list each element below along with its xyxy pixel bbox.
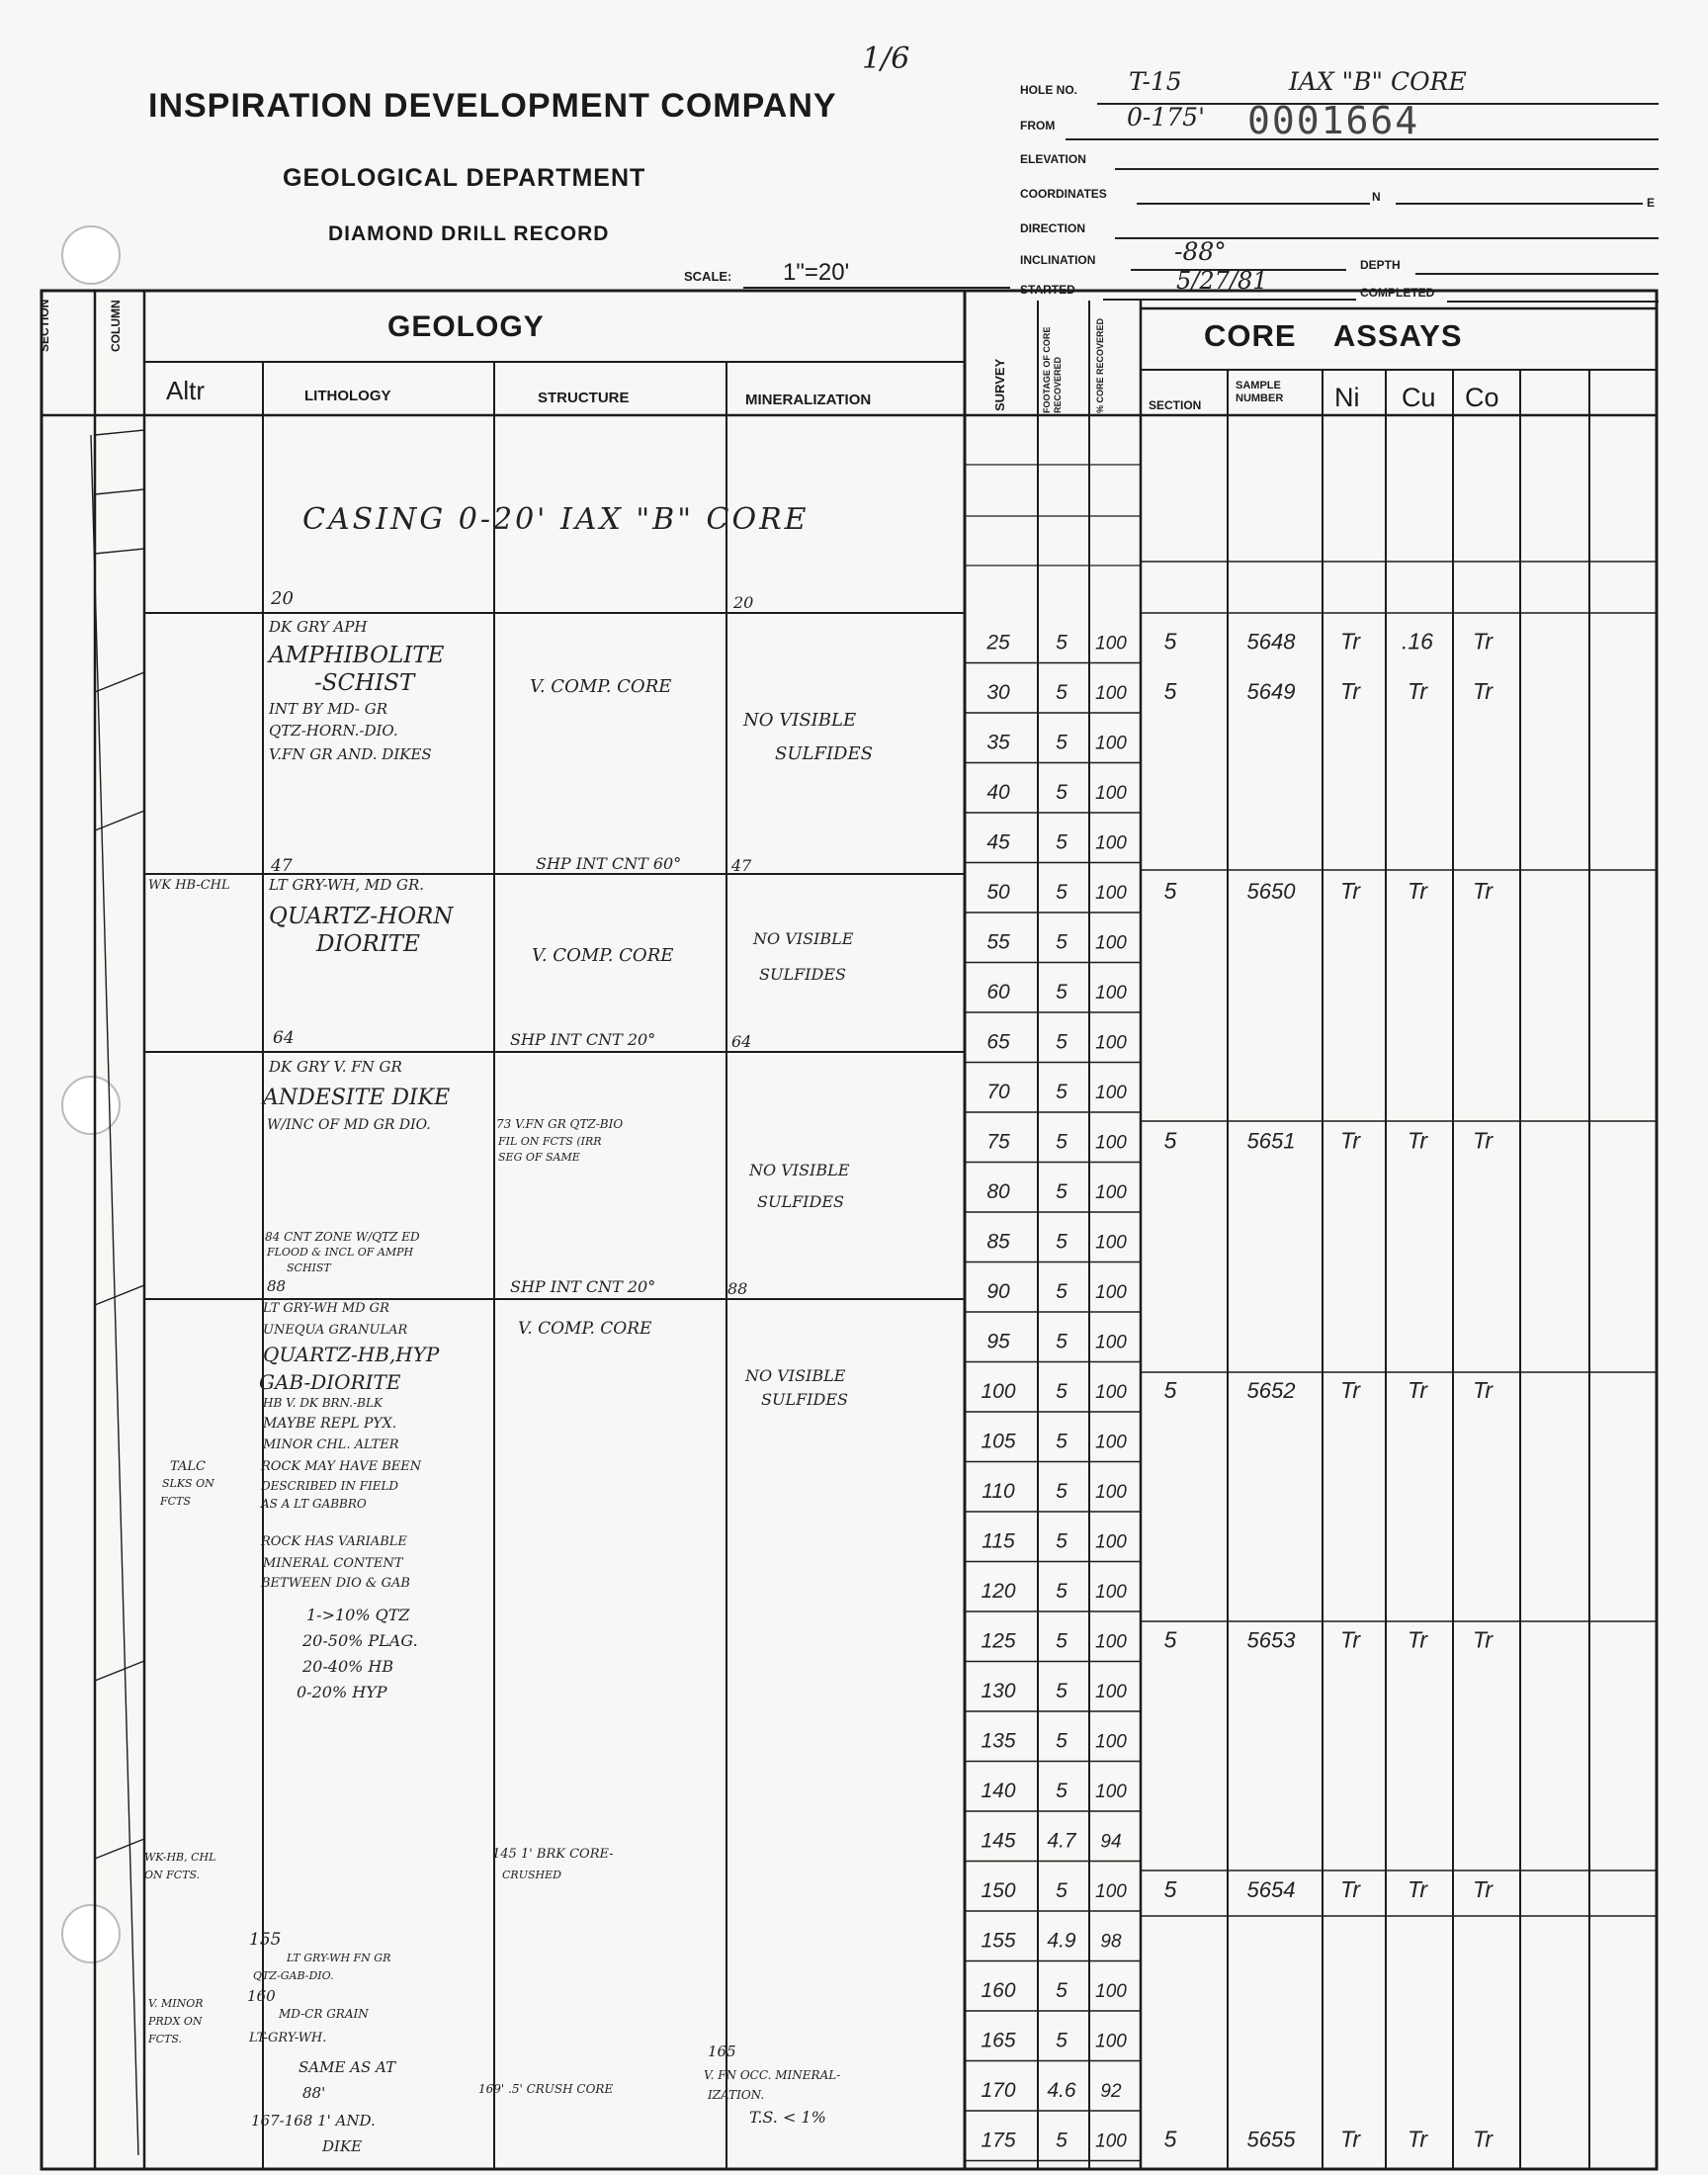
cell-survey: 45 (986, 830, 1010, 854)
cell-co: Tr (1472, 1875, 1494, 1902)
unit3-note-84-3: SCHIST (287, 1262, 331, 1274)
cell-pct: 100 (1095, 1032, 1127, 1054)
cell-pct: 100 (1095, 1731, 1127, 1753)
unit1-mineral-1: NO VISIBLE (743, 710, 857, 731)
unit3-bottom-depth: 88 (267, 1277, 287, 1295)
cell-footage: 5 (1056, 1230, 1068, 1254)
header-lithology: LITHOLOGY (304, 388, 391, 404)
elevation-label: ELEVATION (1020, 152, 1086, 166)
cell-survey: 40 (986, 780, 1010, 804)
unit2-litho-2: QUARTZ-HORN (269, 904, 454, 929)
unit4-structure-145-1: 145 1' BRK CORE- (492, 1847, 614, 1862)
cell-survey: 35 (986, 731, 1010, 754)
cell-cu: .16 (1402, 628, 1433, 654)
company-title: INSPIRATION DEVELOPMENT COMPANY (148, 87, 837, 125)
cell-survey: 170 (981, 2078, 1016, 2102)
cell-pct: 100 (1095, 1531, 1127, 1553)
unit5-litho-4: 160 (247, 1987, 276, 2005)
cell-survey: 25 (986, 631, 1010, 654)
cell-survey: 160 (981, 1978, 1016, 2002)
cell-ni: Tr (1339, 628, 1361, 654)
cell-co: Tr (1472, 628, 1494, 654)
unit5-alteration-2: PRDX ON (148, 2015, 203, 2028)
unit1-litho-2: AMPHIBOLITE (269, 643, 445, 668)
cell-survey: 105 (981, 1430, 1016, 1453)
cell-pct: 100 (1095, 1581, 1127, 1603)
department-title: GEOLOGICAL DEPARTMENT (283, 164, 646, 192)
unit2-structure-contact: SHP INT CNT 20° (510, 1030, 656, 1049)
unit1-litho-4: INT BY MD- GR (269, 700, 388, 718)
cell-section: 5 (1163, 628, 1177, 654)
unit2-bottom-depth: 64 (273, 1028, 295, 1048)
header-geology: GEOLOGY (387, 310, 545, 343)
page-mark: 1/6 (862, 42, 910, 76)
cell-survey: 80 (986, 1179, 1010, 1203)
cell-footage: 5 (1056, 1579, 1068, 1603)
cell-survey: 165 (981, 2029, 1016, 2052)
from-value: 0-175' (1127, 103, 1205, 131)
header-sample-number: SAMPLE NUMBER (1236, 380, 1284, 404)
cell-section: 5 (1163, 1376, 1177, 1403)
unit4-litho-5: HB V. DK BRN.-BLK (263, 1396, 383, 1410)
cell-footage: 5 (1056, 1729, 1068, 1753)
unit1-litho-6: V.FN GR AND. DIKES (269, 745, 432, 763)
cell-survey: 115 (982, 1529, 1015, 1553)
cell-section: 5 (1163, 877, 1177, 904)
started-value: 5/27/81 (1176, 267, 1268, 295)
unit3-structure-contact: SHP INT CNT 20° (510, 1277, 656, 1296)
cell-survey: 155 (981, 1929, 1016, 1953)
scale-label: SCALE: (684, 269, 732, 284)
cell-pct: 100 (1095, 832, 1127, 854)
header-section: SECTION (38, 299, 51, 352)
unit4-litho-3: QUARTZ-HB,HYP (263, 1343, 440, 1366)
unit5-litho-5: MD-CR GRAIN (279, 2007, 369, 2021)
cell-footage: 5 (1056, 680, 1068, 704)
cell-pct: 100 (1095, 1381, 1127, 1403)
cell-survey: 30 (986, 680, 1010, 704)
cell-footage: 5 (1056, 1430, 1068, 1453)
unit4-mineral-2: SULFIDES (761, 1390, 848, 1409)
cell-pct: 100 (1095, 1481, 1127, 1503)
cell-ni: Tr (1339, 877, 1361, 904)
unit4-litho2-3: BETWEEN DIO & GAB (261, 1576, 410, 1591)
cell-footage: 5 (1056, 1130, 1068, 1154)
unit4-composition-2: 20-50% PLAG. (302, 1631, 418, 1650)
cell-pct: 100 (1095, 1980, 1127, 2002)
cell-cu: Tr (1407, 877, 1428, 904)
unit2-litho-3: DIORITE (316, 931, 420, 957)
unit4-litho2-1: ROCK HAS VARIABLE (261, 1534, 407, 1549)
cell-pct: 100 (1095, 682, 1127, 704)
document-stamp: 0001664 (1247, 99, 1420, 142)
unit4-litho2-2: MINERAL CONTENT (263, 1556, 403, 1571)
header-core-assays: CORE ASSAYS (1204, 318, 1463, 353)
cell-survey: 125 (981, 1629, 1016, 1653)
cell-pct: 100 (1095, 932, 1127, 954)
unit4-composition-3: 20-40% HB (302, 1657, 394, 1676)
unit4-alteration2-2: ON FCTS. (144, 1869, 201, 1881)
cell-footage: 5 (1056, 980, 1068, 1003)
cell-footage: 5 (1056, 1379, 1068, 1403)
cell-co: Tr (1472, 1376, 1494, 1403)
cell-cu: Tr (1407, 1626, 1428, 1653)
unit4-alteration-3: FCTS (160, 1495, 191, 1508)
unit3-note-84-1: 84 CNT ZONE W/QTZ ED (265, 1230, 420, 1244)
depth-label: DEPTH (1360, 258, 1401, 272)
scale-value: 1"=20' (783, 259, 850, 286)
cell-pct: 100 (1095, 633, 1127, 654)
cell-section: 5 (1163, 1127, 1177, 1154)
cell-footage: 5 (1056, 1629, 1068, 1653)
header-structure: STRUCTURE (538, 390, 630, 406)
cell-footage: 5 (1056, 1978, 1068, 2002)
cell-survey: 110 (982, 1479, 1015, 1503)
cell-sample: 5653 (1246, 1627, 1296, 1653)
unit2-min-bottom: 64 (731, 1032, 752, 1051)
unit1-litho-1: DK GRY APH (269, 618, 368, 636)
unit1-litho-3: -SCHIST (314, 670, 415, 696)
cell-cu: Tr (1407, 677, 1428, 704)
cell-pct: 100 (1095, 2131, 1127, 2152)
cell-survey: 100 (981, 1379, 1016, 1403)
header-column: COLUMN (109, 300, 123, 352)
unit3-structure-73-3: SEG OF SAME (498, 1151, 580, 1164)
unit2-mineral-1: NO VISIBLE (753, 929, 854, 948)
cell-pct: 100 (1095, 733, 1127, 754)
cell-footage: 5 (1056, 830, 1068, 854)
cell-footage: 5 (1056, 930, 1068, 954)
coordinates-label: COORDINATES (1020, 187, 1107, 201)
header-survey: SURVEY (992, 358, 1007, 411)
cell-survey: 135 (981, 1729, 1016, 1753)
casing-note: CASING 0-20' IAX "B" CORE (302, 502, 810, 537)
cell-section: 5 (1163, 677, 1177, 704)
unit1-bottom-depth: 47 (271, 856, 293, 876)
cell-pct: 100 (1095, 1181, 1127, 1203)
unit2-structure: V. COMP. CORE (532, 945, 674, 966)
cell-survey: 55 (986, 930, 1010, 954)
cell-survey: 175 (981, 2129, 1016, 2152)
unit4-structure: V. COMP. CORE (518, 1319, 652, 1339)
unit5-litho-8: 88' (302, 2084, 326, 2102)
cell-pct: 100 (1095, 782, 1127, 804)
cell-footage: 5 (1056, 1030, 1068, 1054)
unit4-mineral-1: NO VISIBLE (745, 1366, 846, 1385)
unit1-top-depth: 20 (271, 588, 294, 609)
cell-footage: 5 (1056, 780, 1068, 804)
header-altr: Altr (166, 376, 205, 405)
unit5-mineral-4: T.S. < 1% (749, 2108, 826, 2127)
cell-footage: 5 (1056, 1279, 1068, 1303)
header-assay-section: SECTION (1149, 398, 1202, 412)
unit3-mineral-2: SULFIDES (757, 1192, 844, 1211)
cell-pct: 100 (1095, 1132, 1127, 1154)
unit4-composition-1: 1->10% QTZ (306, 1606, 410, 1624)
unit3-litho-3: W/INC OF MD GR DIO. (267, 1117, 431, 1133)
unit3-litho-1: DK GRY V. FN GR (269, 1058, 402, 1076)
unit5-litho-3: QTZ-GAB-DIO. (253, 1969, 334, 1982)
cell-survey: 120 (981, 1579, 1016, 1603)
header-pct-core: % CORE RECOVERED (1095, 317, 1105, 413)
cell-survey: 60 (986, 980, 1010, 1003)
unit5-litho-9: 167-168 1' AND. (251, 2112, 376, 2130)
cell-footage: 5 (1056, 631, 1068, 654)
cell-pct: 94 (1100, 1831, 1122, 1853)
cell-survey: 145 (981, 1829, 1016, 1853)
unit4-alteration-2: SLKS ON (162, 1477, 214, 1490)
cell-pct: 100 (1095, 1281, 1127, 1303)
cell-footage: 5 (1056, 1878, 1068, 1902)
cell-pct: 100 (1095, 1432, 1127, 1453)
unit1-mineral-2: SULFIDES (775, 743, 873, 764)
unit5-mineral-1: 165 (708, 2043, 736, 2060)
unit3-note-84-2: FLOOD & INCL OF AMPH (267, 1246, 414, 1259)
header-co: Co (1465, 383, 1499, 412)
cell-survey: 130 (981, 1679, 1016, 1702)
unit5-alteration-3: FCTS. (148, 2033, 183, 2045)
cell-pct: 100 (1095, 1232, 1127, 1254)
cell-co: Tr (1472, 877, 1494, 904)
unit1-min-top: 20 (733, 593, 754, 612)
cell-survey: 75 (986, 1130, 1010, 1154)
completed-label: COMPLETED (1360, 286, 1435, 300)
cell-survey: 90 (986, 1279, 1010, 1303)
cell-pct: 100 (1095, 882, 1127, 904)
cell-pct: 100 (1095, 1880, 1127, 1902)
unit2-litho-1: LT GRY-WH, MD GR. (269, 876, 425, 894)
cell-pct: 98 (1100, 1931, 1122, 1953)
cell-cu: Tr (1407, 1376, 1428, 1403)
unit5-alteration-1: V. MINOR (148, 1997, 204, 2010)
unit4-litho-2: UNEQUA GRANULAR (263, 1323, 408, 1338)
unit4-litho-10: AS A LT GABBRO (261, 1497, 367, 1511)
cell-cu: Tr (1407, 2126, 1428, 2152)
unit5-litho-2: LT GRY-WH FN GR (287, 1952, 391, 1964)
e-label: E (1647, 196, 1656, 210)
from-label: FROM (1020, 119, 1056, 132)
cell-survey: 85 (986, 1230, 1010, 1254)
cell-footage: 5 (1056, 1679, 1068, 1702)
cell-ni: Tr (1339, 1626, 1361, 1653)
cell-footage: 5 (1056, 1479, 1068, 1503)
unit2-alteration: WK HB-CHL (148, 878, 230, 893)
cell-footage: 5 (1056, 1779, 1068, 1802)
unit3-structure-73-2: FIL ON FCTS (IRR (498, 1135, 602, 1148)
unit5-litho-6: LT-GRY-WH. (249, 2031, 327, 2045)
header-ni: Ni (1334, 383, 1360, 412)
unit4-structure-145-2: CRUSHED (502, 1869, 561, 1881)
cell-footage: 5 (1056, 731, 1068, 754)
unit4-litho-7: MINOR CHL. ALTER (263, 1437, 399, 1452)
cell-footage: 5 (1056, 2129, 1068, 2152)
unit5-mineral-2: V. FN OCC. MINERAL- (704, 2068, 841, 2082)
cell-survey: 50 (986, 880, 1010, 904)
inclination-value: -88° (1174, 237, 1227, 266)
direction-label: DIRECTION (1020, 221, 1085, 235)
cell-survey: 140 (981, 1779, 1016, 1802)
cell-co: Tr (1472, 2126, 1494, 2152)
unit4-alteration-1: TALC (170, 1459, 206, 1474)
cell-sample: 5649 (1246, 678, 1296, 704)
cell-sample: 5648 (1246, 629, 1296, 654)
cell-pct: 100 (1095, 1631, 1127, 1653)
hole-no-note: IAX "B" CORE (1289, 67, 1467, 96)
cell-cu: Tr (1407, 1127, 1428, 1154)
unit1-litho-5: QTZ-HORN.-DIO. (269, 722, 398, 740)
unit3-mineral-1: NO VISIBLE (749, 1161, 850, 1179)
cell-co: Tr (1472, 677, 1494, 704)
unit3-litho-2: ANDESITE DIKE (263, 1086, 451, 1110)
cell-footage: 5 (1056, 880, 1068, 904)
unit1-min-bottom: 47 (731, 856, 752, 875)
cell-sample: 5651 (1246, 1128, 1296, 1154)
cell-footage: 4.9 (1047, 1929, 1076, 1953)
hole-no-value: T-15 (1129, 67, 1182, 96)
cell-footage: 4.7 (1047, 1829, 1076, 1853)
unit4-litho-6: MAYBE REPL PYX. (263, 1416, 397, 1432)
cell-footage: 5 (1056, 2029, 1068, 2052)
cell-survey: 95 (986, 1330, 1010, 1353)
unit5-litho-7: SAME AS AT (299, 2058, 396, 2076)
unit3-min-bottom: 88 (727, 1279, 748, 1298)
unit4-litho-9: DESCRIBED IN FIELD (261, 1479, 399, 1493)
unit4-litho-8: ROCK MAY HAVE BEEN (261, 1459, 422, 1474)
cell-ni: Tr (1339, 677, 1361, 704)
header-mineralization: MINERALIZATION (745, 392, 872, 408)
hole-no-label: HOLE NO. (1020, 83, 1078, 97)
cell-ni: Tr (1339, 1376, 1361, 1403)
unit5-litho-10: DIKE (322, 2137, 363, 2155)
cell-pct: 100 (1095, 2031, 1127, 2052)
cell-section: 5 (1163, 1875, 1177, 1902)
cell-co: Tr (1472, 1626, 1494, 1653)
unit4-litho-4: GAB-DIORITE (259, 1370, 401, 1394)
cell-pct: 100 (1095, 1681, 1127, 1702)
unit1-structure: V. COMP. CORE (530, 676, 672, 697)
cell-survey: 65 (986, 1030, 1010, 1054)
inclination-label: INCLINATION (1020, 253, 1096, 267)
cell-pct: 100 (1095, 1781, 1127, 1802)
cell-section: 5 (1163, 1626, 1177, 1653)
cell-pct: 100 (1095, 1082, 1127, 1103)
unit5-structure-169: 169' .5' CRUSH CORE (478, 2082, 614, 2096)
cell-footage: 5 (1056, 1330, 1068, 1353)
header-footage: FOOTAGE OF CORE RECOVERED (1042, 326, 1063, 413)
header-cu: Cu (1402, 383, 1436, 412)
cell-survey: 150 (981, 1878, 1016, 1902)
cell-footage: 4.6 (1047, 2078, 1076, 2102)
cell-pct: 100 (1095, 982, 1127, 1003)
unit4-composition-4: 0-20% HYP (297, 1683, 387, 1701)
cell-pct: 100 (1095, 1332, 1127, 1353)
n-label: N (1372, 190, 1381, 204)
cell-sample: 5652 (1246, 1377, 1296, 1403)
unit5-mineral-3: IZATION. (708, 2088, 765, 2102)
unit4-alteration2-1: WK-HB, CHL (144, 1851, 216, 1864)
cell-footage: 5 (1056, 1080, 1068, 1103)
cell-sample: 5650 (1246, 878, 1296, 904)
cell-co: Tr (1472, 1127, 1494, 1154)
cell-ni: Tr (1339, 1875, 1361, 1902)
cell-footage: 5 (1056, 1179, 1068, 1203)
unit1-structure-contact: SHP INT CNT 60° (536, 854, 682, 873)
record-type-title: DIAMOND DRILL RECORD (328, 222, 610, 245)
unit4-litho-1: LT GRY-WH MD GR (263, 1301, 389, 1316)
cell-survey: 70 (986, 1080, 1010, 1103)
cell-ni: Tr (1339, 1127, 1361, 1154)
cell-sample: 5655 (1246, 2127, 1296, 2152)
cell-cu: Tr (1407, 1875, 1428, 1902)
cell-section: 5 (1163, 2126, 1177, 2152)
unit5-litho-1: 155 (249, 1930, 282, 1950)
cell-footage: 5 (1056, 1529, 1068, 1553)
unit3-structure-73-1: 73 V.FN GR QTZ-BIO (496, 1117, 624, 1131)
cell-ni: Tr (1339, 2126, 1361, 2152)
cell-pct: 92 (1100, 2080, 1122, 2102)
unit2-mineral-2: SULFIDES (759, 965, 846, 984)
cell-sample: 5654 (1246, 1876, 1296, 1902)
started-label: STARTED (1020, 283, 1075, 297)
